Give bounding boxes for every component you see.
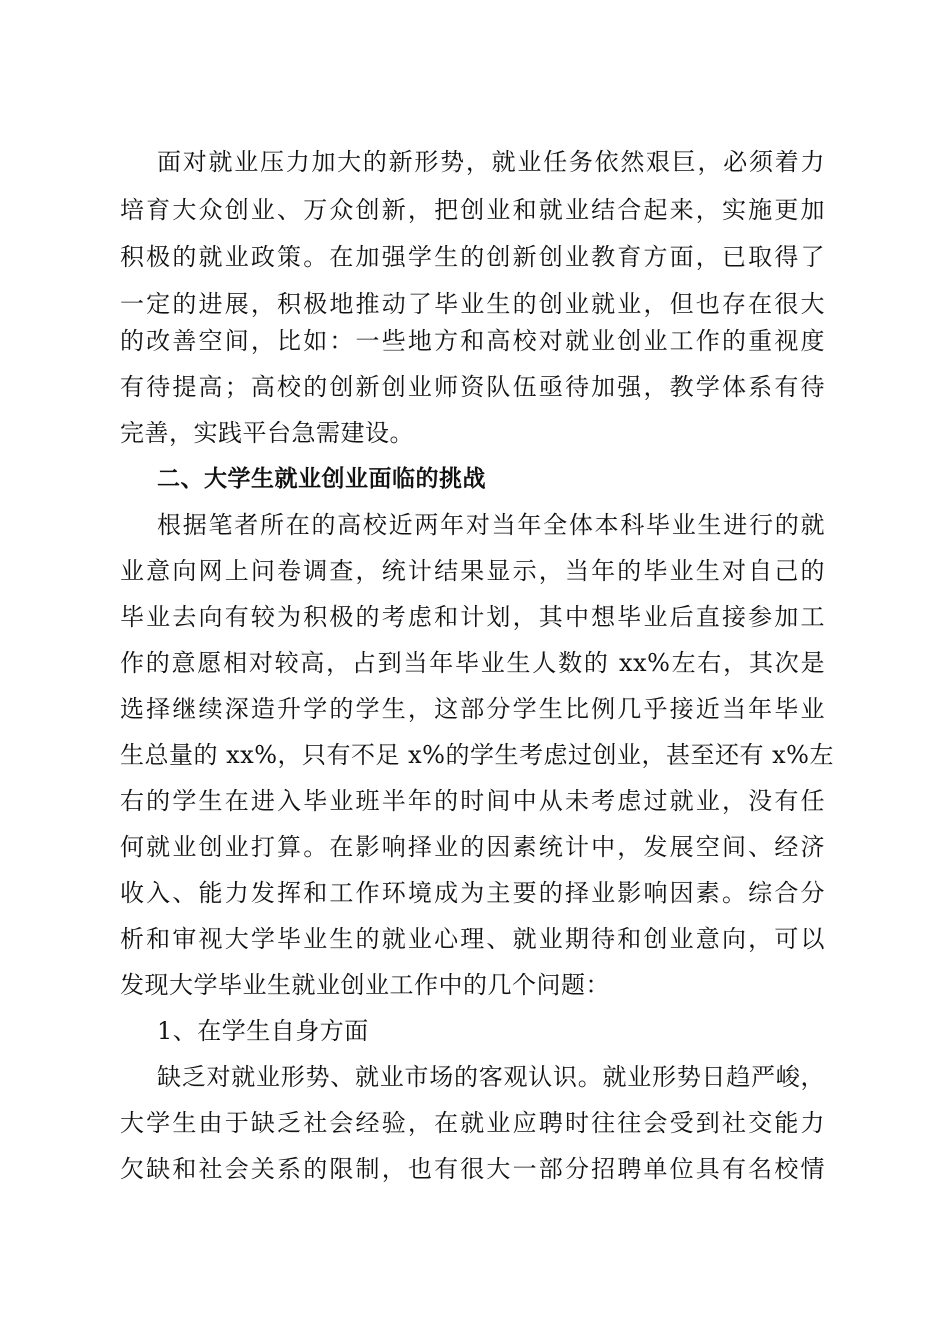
paragraph-line: 有待提高；高校的创新创业师资队伍亟待加强，教学体系有待	[120, 373, 825, 401]
subsection-heading: 1、在学生自身方面	[157, 1017, 369, 1045]
paragraph-line: 收入、能力发挥和工作环境成为主要的择业影响因素。综合分	[120, 879, 825, 907]
section-heading: 二、大学生就业创业面临的挑战	[157, 466, 486, 492]
paragraph-line: 积极的就业政策。在加强学生的创新创业教育方面，已取得了	[120, 243, 825, 271]
paragraph-line: 选择继续深造升学的学生，这部分学生比例几乎接近当年毕业	[120, 695, 825, 723]
paragraph-line: 毕业去向有较为积极的考虑和计划，其中想毕业后直接参加工	[120, 603, 825, 631]
paragraph-line: 右的学生在进入毕业班半年的时间中从未考虑过就业，没有任	[120, 787, 825, 815]
paragraph-line: 完善，实践平台急需建设。	[120, 419, 414, 447]
paragraph-line: 生总量的 xx%，只有不足 x%的学生考虑过创业，甚至还有 x%左	[120, 741, 834, 769]
paragraph-line: 析和审视大学毕业生的就业心理、就业期待和创业意向，可以	[120, 925, 825, 953]
paragraph-line: 大学生由于缺乏社会经验，在就业应聘时往往会受到社交能力	[120, 1109, 825, 1137]
paragraph-line: 培育大众创业、万众创新，把创业和就业结合起来，实施更加	[120, 196, 825, 224]
paragraph-line: 何就业创业打算。在影响择业的因素统计中，发展空间、经济	[120, 833, 825, 861]
paragraph-line: 发现大学毕业生就业创业工作中的几个问题：	[120, 971, 610, 999]
paragraph-line: 作的意愿相对较高，占到当年毕业生人数的 xx%左右，其次是	[120, 649, 825, 677]
paragraph-line: 一定的进展，积极地推动了毕业生的创业就业，但也存在很大	[120, 290, 825, 318]
paragraph-line: 面对就业压力加大的新形势，就业任务依然艰巨，必须着力	[157, 148, 825, 176]
paragraph-line: 的改善空间，比如：一些地方和高校对就业创业工作的重视度	[120, 327, 825, 355]
paragraph-line: 根据笔者所在的高校近两年对当年全体本科毕业生进行的就	[157, 511, 825, 539]
paragraph-line: 缺乏对就业形势、就业市场的客观认识。就业形势日趋严峻，	[157, 1063, 825, 1091]
paragraph-line: 业意向网上问卷调查，统计结果显示，当年的毕业生对自己的	[120, 557, 825, 585]
paragraph-line: 欠缺和社会关系的限制，也有很大一部分招聘单位具有名校情	[120, 1155, 825, 1183]
